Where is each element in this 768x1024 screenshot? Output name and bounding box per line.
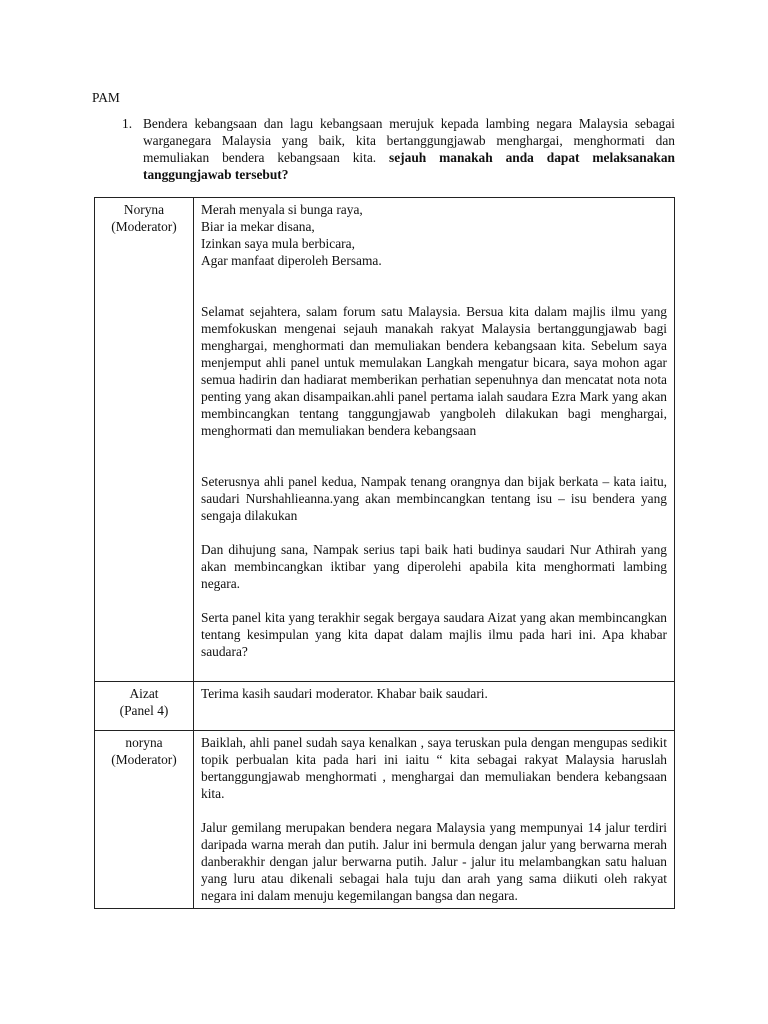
speaker-role: (Moderator) — [111, 752, 177, 767]
speaker-name: Noryna — [123, 202, 165, 217]
speech-paragraph: Seterusnya ahli panel kedua, Nampak tenang orangnya dan bijak berkata – kata iaitu, saudari Nurshahlieanna.yang akan membincangkan tentang isu – isu bendera yang sengaja dilakukan — [201, 474, 667, 523]
poem-line: Merah menyala si bunga raya, — [201, 202, 363, 217]
speaker-cell — [95, 682, 194, 731]
table-row — [95, 682, 675, 731]
speaker-role: (Panel 4) — [119, 703, 169, 718]
speech-cell — [194, 198, 675, 682]
speech-paragraph: Jalur gemilang merupakan bendera negara Malaysia yang mempunyai 14 jalur terdiri daripada warna merah dan putih. Jalur ini bermula dengan jalur yang berwarna merah danberakhir dengan jalur berwarna putih. Jalur - jalur itu melambangkan satu haluan yang luru atau dikenali sebagai hala tuju dan arah yang sama diikuti oleh rakyat negara ini dalam menuju kegemilangan bangsa dan negara. — [201, 820, 667, 903]
speech-cell — [194, 682, 675, 731]
document-heading: PAM — [92, 90, 120, 105]
forum-script-table — [94, 197, 675, 909]
question-text: Bendera kebangsaan dan lagu kebangsaan merujuk kepada lambing negara Malaysia sebagai warganegara Malaysia yang baik, kita bertanggungjawab menghargai, menghormati dan memuliakan bendera kebangsaan kita. — [143, 116, 675, 165]
speech-cell — [194, 731, 675, 909]
speech-paragraph: Terima kasih saudari moderator. Khabar baik saudari. — [201, 686, 488, 701]
speech-paragraph: Baiklah, ahli panel sudah saya kenalkan , saya teruskan pula dengan mengupas sedikit topik perbualan kita pada hari ini iaitu “ kita sebagai rakyat Malaysia haruslah bertanggungjawab menghormati , menghargai dan memuliakan bendera kebangsaan kita. — [201, 735, 667, 801]
question-text-wrap — [143, 115, 675, 183]
table-row — [95, 731, 675, 909]
speaker-cell — [95, 198, 194, 682]
question-block — [122, 115, 675, 183]
table-row — [95, 198, 675, 682]
poem-line: Biar ia mekar disana, — [201, 219, 315, 234]
question-number: 1. — [122, 116, 133, 131]
speech-paragraph: Serta panel kita yang terakhir segak bergaya saudara Aizat yang akan membincangkan tentang kesimpulan yang kita dapat dalam majlis ilmu pada hari ini. Apa khabar saudara? — [201, 610, 667, 659]
speaker-name: Aizat — [129, 686, 159, 701]
speaker-role: (Moderator) — [111, 219, 177, 234]
speech-paragraph: Selamat sejahtera, salam forum satu Malaysia. Bersua kita dalam majlis ilmu yang memfokuskan mengenai sejauh manakah rakyat Malaysia bertanggungjawab bagi menghargai, menghormati dan memuliakan bendera kebangsaan kita. Sebelum saya menjemput ahli panel untuk memulakan Langkah mengatur bicara, saya mohon agar semua hadirin dan hadiarat memberikan perhatian sepenuhnya dan mencatat nota nota penting yang akan disampaikan.ahli panel pertama ialah saudara Ezra Mark yang akan membincangkan tentang tanggungjawab yangboleh dilakukan bagi menghargai, menghormati dan memuliakan bendera kebangsaan — [201, 304, 667, 438]
poem-line: Izinkan saya mula berbicara, — [201, 236, 355, 251]
poem-line: Agar manfaat diperoleh Bersama. — [201, 253, 382, 268]
question-bold-text: sejauh manakah anda dapat melaksanakan tanggungjawab tersebut? — [143, 150, 675, 182]
opening-poem — [201, 201, 667, 269]
speech-paragraph: Dan dihujung sana, Nampak serius tapi baik hati budinya saudari Nur Athirah yang akan membincangkan iktibar yang diperolehi apabila kita menghormati lambing negara. — [201, 542, 667, 591]
speaker-name: noryna — [125, 735, 163, 750]
speaker-cell — [95, 731, 194, 909]
